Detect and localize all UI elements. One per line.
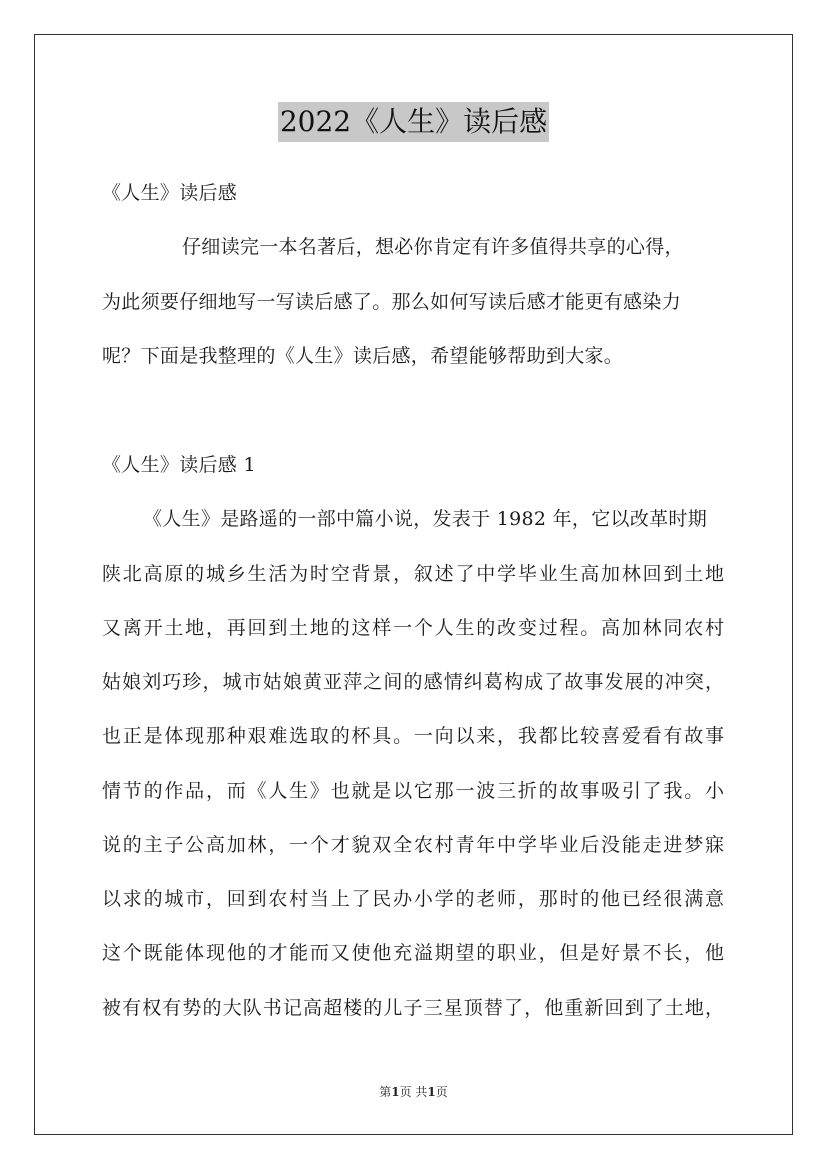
- body-line-8: 以求的城市，回到农村当上了民办小学的老师，那时的他已经很满意: [102, 888, 724, 910]
- body-line-10: 被有权有势的大队书记高超楼的儿子三星顶替了，他重新回到了土地，: [102, 997, 724, 1019]
- body-line-7: 说的主子公高加林，一个才貌双全农村青年中学毕业后没能走进梦寐: [102, 834, 724, 856]
- body-line-6: 情节的作品，而《人生》也就是以它那一波三折的故事吸引了我。小: [102, 780, 724, 802]
- intro-line-2: 为此须要仔细地写一写读后感了。那么如何写读后感才能更有感染力: [102, 291, 682, 313]
- title-container: [0, 102, 827, 142]
- body-line-4: 姑娘刘巧珍，城市姑娘黄亚萍之间的感情纠葛构成了故事发展的冲突，: [102, 671, 724, 693]
- body-line-2: 陕北高原的城乡生活为时空背景，叙述了中学毕业生高加林回到土地: [102, 563, 724, 585]
- page-footer: [0, 1084, 827, 1100]
- body-line-3: 又离开土地，再回到土地的这样一个人生的改变过程。高加林同农村: [102, 617, 724, 639]
- section-heading: 《人生》读后感 1: [102, 454, 256, 476]
- footer-page-suffix: 页: [435, 1085, 448, 1099]
- document-subtitle: 《人生》读后感: [102, 182, 238, 204]
- body-line-1: 《人生》是路遥的一部中篇小说，发表于 1982 年，它以改革时期: [143, 508, 708, 530]
- intro-line-3: 呢？下面是我整理的《人生》读后感，希望能够帮助到大家。: [102, 345, 624, 367]
- body-line-5: 也正是体现那种艰难选取的杯具。一向以来，我都比较喜爱看有故事: [102, 725, 724, 747]
- intro-line-1: 仔细读完一本名著后，想必你肯定有许多值得共享的心得，: [182, 236, 684, 258]
- footer-page-total: 1: [427, 1085, 436, 1099]
- document-title: 2022《人生》读后感: [278, 102, 549, 142]
- footer-page-prefix: 第: [379, 1085, 392, 1099]
- footer-page-mid: 页 共: [399, 1085, 428, 1099]
- body-line-9: 这个既能体现他的才能而又使他充溢期望的职业，但是好景不长，他: [102, 942, 724, 964]
- footer-page-number: 1: [391, 1085, 400, 1099]
